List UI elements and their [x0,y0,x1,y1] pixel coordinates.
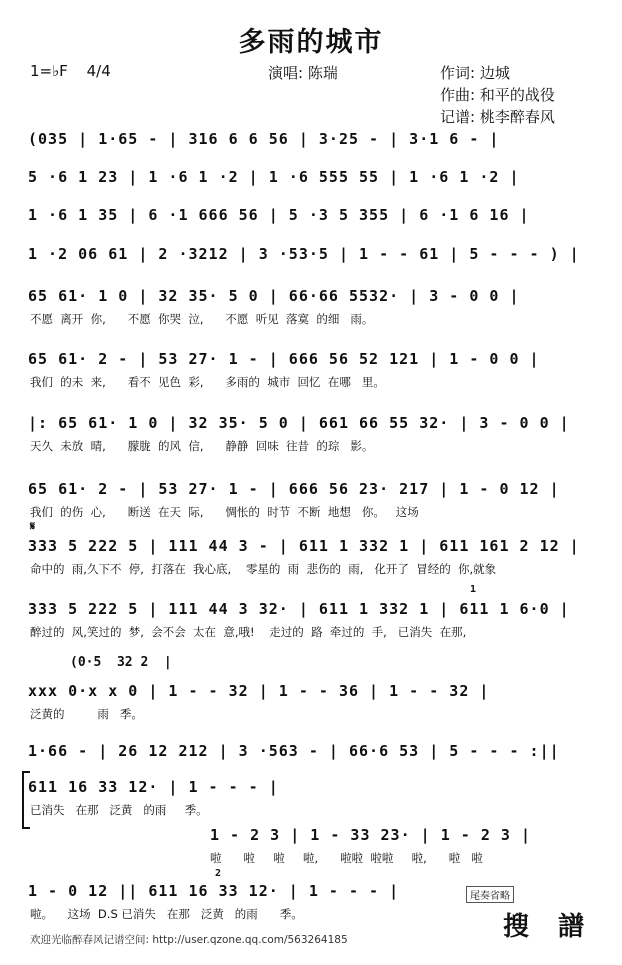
bracket-notes: (0·5 32 2 | [70,655,172,670]
lyric-row-6: 醉过的 风,笑过的 梦, 会不会 太在 意,哦! 走过的 路 牵过的 手, 已消失 在那, [30,625,467,639]
score-row-5: 65 61· 1 0 | 32 35· 5 0 | 66·66 5532· | 3 - 0 0 | [28,287,520,305]
lyric-row-8: 已消失 在那 泛黄 的雨 季。 [30,803,208,817]
score-row-8: 65 61· 2 - | 53 27· 1 - | 666 56 23· 217 | 1 - 0 12 | [28,480,560,498]
lyric-row-10: 啦。 这场 D.S 已消失 在那 泛黄 的雨 季。 [30,907,303,921]
time-signature: 4/4 [86,62,111,80]
score-row-2: 5 ·6 1 23 | 1 ·6 1 ·2 | 1 ·6 555 55 | 1 ·6 1 ·2 | [28,168,520,186]
lyric-row-2: 我们 的未 来, 看不 见色 彩, 多雨的 城市 回忆 在哪 里。 [30,375,385,389]
ending-2-mark: 2 [215,868,222,879]
score-row-9: 333 5 222 5 | 111 44 3 - | 611 1 332 1 | 611 161 2 12 | [28,537,580,555]
song-title: 多雨的城市 [238,27,384,58]
score-row-1: (035 | 1·65 - | 316 6 6 56 | 3·25 - | 3·1 6 - | [28,130,500,148]
sopu-logo: 搜 譜 [502,912,594,942]
score-row-10: 333 5 222 5 | 111 44 3 32· | 611 1 332 1 | 611 1 6·0 | [28,600,570,618]
key: 1=♭F [30,62,68,80]
score-row-13: 611 16 33 12· | 1 - - - | [28,778,279,796]
lyric-row-4: 我们 的伤 心, 断送 在天 际, 惆怅的 时节 不断 地想 你。 这场 [30,505,419,519]
lyricist-credit: 作词: 边城 [440,64,510,82]
lyric-row-7: 泛黄的 雨 季。 [30,707,143,721]
score-row-15: 1 - 0 12 || 611 16 33 12· | 1 - - - | [28,882,400,900]
lyric-row-3: 天久 未放 晴, 朦胧 的风 信, 静静 回味 往昔 的琮 影。 [30,439,374,453]
score-row-7: |: 65 61· 1 0 | 32 35· 5 0 | 661 66 55 32· | 3 - 0 0 | [28,414,570,432]
score-row-12: 1·66 - | 26 12 212 | 3 ·563 - | 66·6 53 | 5 - - - :|| [28,742,560,760]
singer-credit: 演唱: 陈瑞 [268,64,338,82]
segno-sign: 𝄋 [30,519,36,533]
ending-1-mark: 1 [470,584,477,595]
lyric-row-9: 啦 啦 啦 啦, 啦啦 啦啦 啦, 啦 啦 [210,851,483,865]
key-signature [30,62,111,80]
score-row-6: 65 61· 2 - | 53 27· 1 - | 666 56 52 121 | 1 - 0 0 | [28,350,540,368]
score-row-11: xxx 0·x x 0 | 1 - - 32 | 1 - - 36 | 1 - - 32 | [28,682,490,700]
lyric-row-1: 不愿 离开 你, 不愿 你哭 泣, 不愿 听见 落寞 的细 雨。 [30,312,374,326]
composer-credit: 作曲: 和平的战役 [440,86,555,104]
score-row-4: 1 ·2 06 61 | 2 ·3212 | 3 ·53·5 | 1 - - 61 | 5 - - - ) | [28,245,580,263]
lyric-row-5: 命中的 雨,久下不 停, 打落在 我心底, 零星的 雨 悲伤的 雨, 化开了 冒经的 你,就象 [30,562,497,576]
system-bracket [20,770,32,830]
fade-out-tag: 尾奏省略 [466,886,514,903]
footer-text: 欢迎光临醉春风记谱空间: http://user.qzone.qq.com/563264185 [30,934,348,946]
score-row-3: 1 ·6 1 35 | 6 ·1 666 56 | 5 ·3 5 355 | 6 ·1 6 16 | [28,206,530,224]
transcriber-credit: 记谱: 桃李醉春风 [440,108,555,126]
score-row-14: 1 - 2 3 | 1 - 33 23· | 1 - 2 3 | [210,826,531,844]
